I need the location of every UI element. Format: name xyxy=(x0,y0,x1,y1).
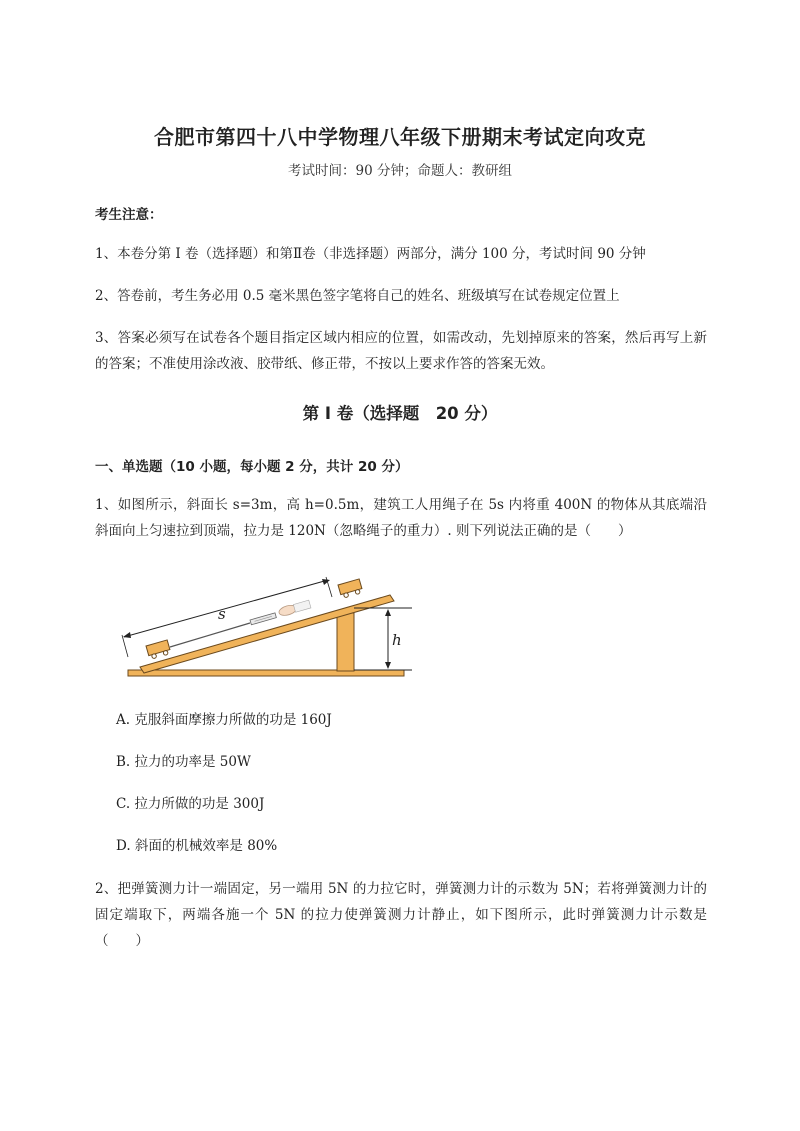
height-arrow-head-top xyxy=(385,609,391,616)
notice-heading: 考生注意： xyxy=(95,207,163,223)
incline-diagram xyxy=(120,575,420,685)
top-cart xyxy=(338,579,363,599)
height-arrow-head-bottom xyxy=(385,662,391,669)
length-tick-left xyxy=(122,635,128,657)
exam-subtitle: 考试时间：90 分钟；命题人：教研组 xyxy=(288,163,512,179)
incline-figure xyxy=(120,575,420,685)
hand xyxy=(278,600,311,617)
label-h: h xyxy=(392,631,402,649)
part-heading: 一、单选题（10 小题，每小题 2 分，共计 20 分） xyxy=(95,459,409,475)
incline-board xyxy=(140,595,394,673)
spring-scale xyxy=(250,613,276,625)
label-s: s xyxy=(218,605,226,623)
support-post xyxy=(337,613,354,671)
question-2-stem: 2、把弹簧测力计一端固定，另一端用 5N 的力拉它时，弹簧测力计的示数为 5N；若将弹簧测力计的固定端取下，两端各施一个 5N 的拉力使弹簧测力计静止，如下图所示，此时弹簧测力计示数是（ ） xyxy=(95,881,707,949)
notice-item-2: 2、答卷前，考生务必用 0.5 毫米黑色签字笔将自己的姓名、班级填写在试卷规定位置上 xyxy=(95,288,620,304)
notice-item-3: 3、答案必须写在试卷各个题目指定区域内相应的位置，如需改动，先划掉原来的答案，然后再写上新的答案；不准使用涂改液、胶带纸、修正带，不按以上要求作答的答案无效。 xyxy=(95,330,707,372)
question-1-option-c: C. 拉力所做的功是 300J xyxy=(116,796,265,812)
section-title: 第 I 卷（选择题 20 分） xyxy=(302,404,498,423)
question-1-option-b: B. 拉力的功率是 50W xyxy=(116,754,251,770)
bottom-cart xyxy=(146,640,171,660)
exam-title: 合肥市第四十八中学物理八年级下册期末考试定向攻克 xyxy=(154,125,646,149)
length-arrow-head-right xyxy=(322,579,330,585)
question-1-option-a: A. 克服斜面摩擦力所做的功是 160J xyxy=(116,712,332,728)
question-1-option-d: D. 斜面的机械效率是 80% xyxy=(116,838,278,854)
ground-board xyxy=(128,670,404,676)
length-arrow-head-left xyxy=(123,632,131,638)
notice-item-1: 1、本卷分第 I 卷（选择题）和第Ⅱ卷（非选择题）两部分，满分 100 分，考试时间 90 分钟 xyxy=(95,246,646,262)
question-1-stem: 1、如图所示，斜面长 s=3m，高 h=0.5m，建筑工人用绳子在 5s 内将重 400N 的物体从其底端沿斜面向上匀速拉到顶端，拉力是 120N（忽略绳子的重力）. 则下列说法正确的是（ ） xyxy=(95,497,707,539)
